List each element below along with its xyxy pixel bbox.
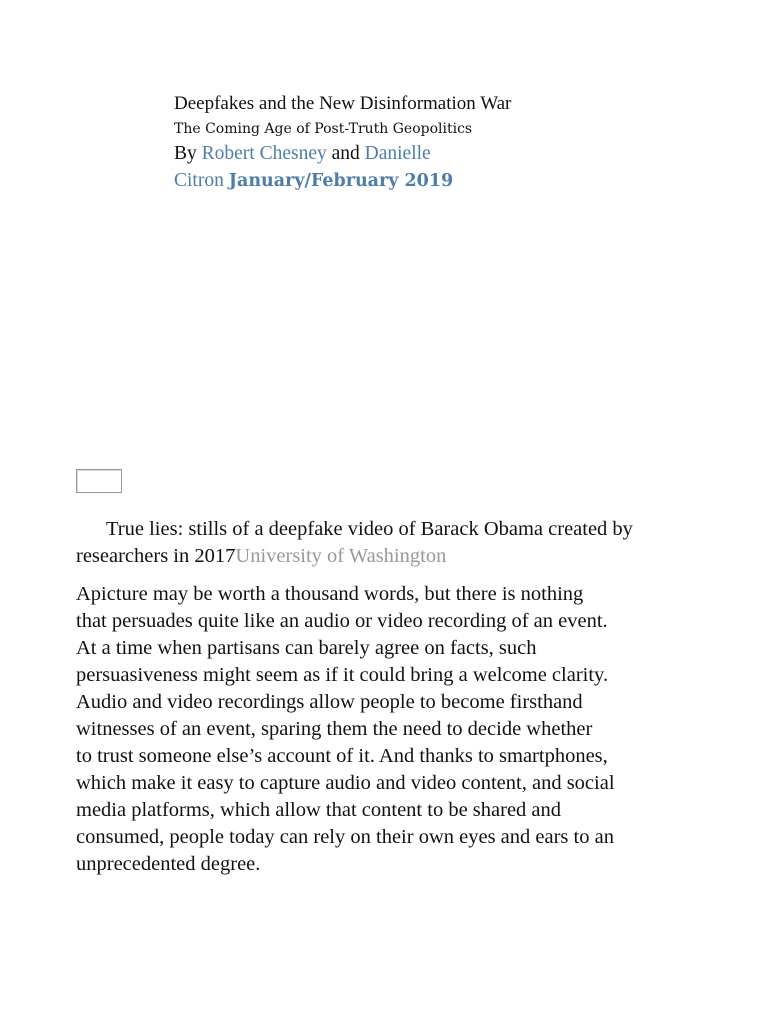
body-line: Apicture may be worth a thousand words, but there is nothing xyxy=(76,583,584,605)
broken-image-placeholder xyxy=(76,469,122,493)
byline xyxy=(174,140,694,167)
article-subtitle: The Coming Age of Post-Truth Geopolitics xyxy=(174,121,473,137)
byline-prefix: By xyxy=(174,143,197,164)
body-line: At a time when partisans can barely agree on facts, such xyxy=(76,637,537,659)
author-link-danielle-last[interactable]: Citron xyxy=(174,170,224,191)
article-title: Deepfakes and the New Disinformation War xyxy=(174,93,512,114)
figure-caption xyxy=(76,516,716,570)
byline-continued xyxy=(174,167,694,195)
article-body xyxy=(76,581,716,878)
caption-text: True lies: stills of a deepfake video of Barack Obama created by researchers in 2017 xyxy=(76,518,633,567)
body-line: which make it easy to capture audio and video content, and social xyxy=(76,772,615,794)
author-link-danielle-first[interactable]: Danielle xyxy=(364,143,431,164)
article-header xyxy=(174,92,694,195)
body-line: witnesses of an event, sparing them the need to decide whether xyxy=(76,718,593,740)
photo-credit[interactable]: University of Washington xyxy=(235,545,447,567)
byline-and: and xyxy=(331,143,360,164)
body-line: unprecedented degree. xyxy=(76,853,261,875)
publication-date: January/February 2019 xyxy=(228,171,454,191)
body-line: that persuades quite like an audio or video recording of an event. xyxy=(76,610,608,632)
body-line: persuasiveness might seem as if it could bring a welcome clarity. xyxy=(76,664,609,686)
body-line: consumed, people today can rely on their own eyes and ears to an xyxy=(76,826,614,848)
body-line: media platforms, which allow that content to be shared and xyxy=(76,799,562,821)
body-line: to trust someone else’s account of it. And thanks to smartphones, xyxy=(76,745,608,767)
author-link-robert-chesney[interactable]: Robert Chesney xyxy=(201,143,327,164)
body-line: Audio and video recordings allow people to become firsthand xyxy=(76,691,583,713)
